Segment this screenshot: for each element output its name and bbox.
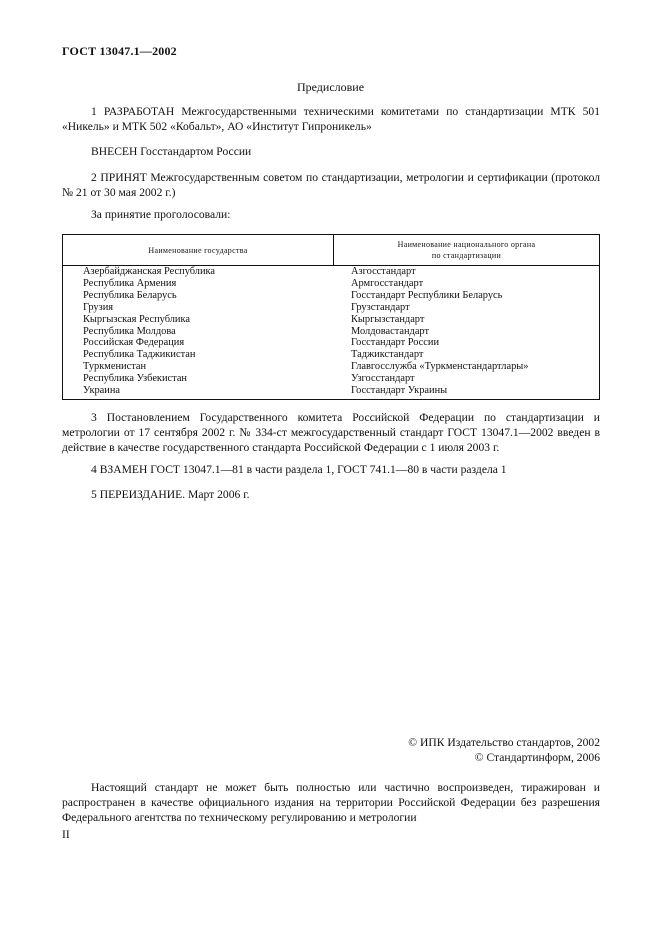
copyright-block	[408, 735, 600, 765]
table-cell-body: Кыргызстандарт	[351, 313, 425, 325]
table-cell-state: Туркменистан	[83, 361, 147, 373]
table-header-state: Наименование государства	[148, 245, 248, 255]
table-cell-body: Госстандарт Украины	[351, 385, 448, 397]
table-cell-body: Госстандарт России	[351, 337, 440, 349]
table-cell-state: Грузия	[83, 301, 114, 313]
table-cell-body: Таджикстандарт	[351, 349, 424, 361]
table-header-body-line2: по стандартизации	[431, 251, 502, 260]
table-cell-state: Кыргызская Республика	[83, 313, 190, 325]
table-cell-state: Азербайджанская Республика	[83, 266, 216, 277]
paragraph-adopted: 2 ПРИНЯТ Межгосударственным советом по стандартизации, метрологии и сертификации (протокол № 21 от 30 мая 2002 г.)	[62, 171, 600, 199]
table-cell-state: Республика Беларусь	[83, 289, 177, 301]
table-cell-body: Азгосстандарт	[351, 266, 416, 277]
table-cell-body: Госстандарт Республики Беларусь	[351, 289, 503, 301]
reproduction-notice: Настоящий стандарт не может быть полностью или частично воспроизведен, тиражирован и распространен в качестве официального издания на территории Российской Федерации без разрешения Федерального агентства по техническому регулированию и метрологии	[62, 781, 600, 824]
paragraph-voted: За принятие проголосовали:	[91, 208, 231, 221]
section-title: Предисловие	[296, 80, 365, 94]
table-header-row	[63, 235, 599, 266]
copyright-line-publisher: © ИПК Издательство стандартов, 2002	[408, 736, 600, 749]
paragraph-introduced: ВНЕСЕН Госстандартом России	[91, 145, 252, 158]
table-states-column	[83, 266, 215, 397]
table-cell-state: Республика Молдова	[83, 325, 176, 337]
page-number: II	[62, 828, 70, 841]
table-header-body-line1: Наименование национального органа	[397, 240, 536, 249]
table-cell-state: Республика Узбекистан	[83, 373, 187, 385]
paragraph-reissue: 5 ПЕРЕИЗДАНИЕ. Март 2006 г.	[91, 488, 250, 501]
table-cell-state: Республика Армения	[83, 277, 177, 289]
paragraph-developed: 1 РАЗРАБОТАН Межгосударственными техническими комитетами по стандартизации МТК 501 «Никель» и МТК 502 «Кобальт», АО «Институт Гипроникель»	[62, 105, 600, 133]
table-cell-state: Республика Таджикистан	[83, 349, 196, 361]
copyright-line-standartinform: © Стандартинформ, 2006	[474, 751, 600, 764]
table-cell-body: Молдовастандарт	[351, 325, 430, 337]
paragraph-replaces: 4 ВЗАМЕН ГОСТ 13047.1—81 в части раздела 1, ГОСТ 741.1—80 в части раздела 1	[91, 463, 507, 476]
table-header-body	[334, 235, 599, 265]
voting-table	[62, 234, 600, 400]
table-bodies-column	[351, 266, 528, 397]
table-cell-state: Российская Федерация	[83, 337, 185, 349]
table-cell-body: Узгосстандарт	[351, 373, 415, 385]
table-cell-body: Главгосслужба «Туркменстандартлары»	[351, 361, 529, 373]
table-cell-body: Армгосстандарт	[351, 277, 424, 289]
table-cell-body: Грузстандарт	[351, 301, 410, 313]
paragraph-decree: 3 Постановлением Государственного комитета Российской Федерации по стандартизации и метрологии от 17 сентября 2002 г. № 334-ст межгосударственный стандарт ГОСТ 13047.1—2002 введен в действие в качестве государственного стандарта Российской Федерации с 1 июля 2003 г.	[62, 411, 600, 454]
document-code-header: ГОСТ 13047.1—2002	[62, 44, 177, 58]
table-cell-state: Украина	[83, 385, 121, 397]
